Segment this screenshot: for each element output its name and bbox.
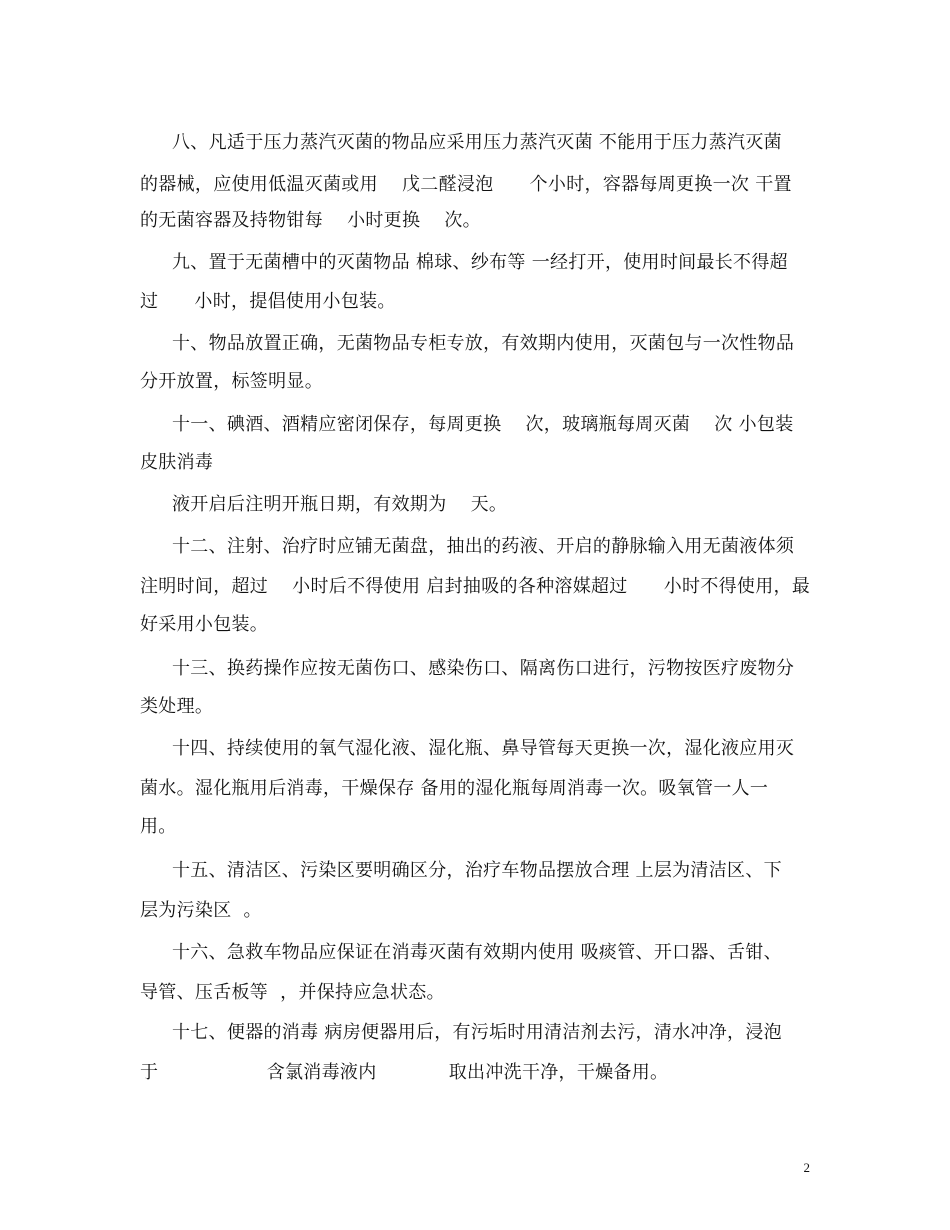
- text-line: 类处理。: [140, 696, 214, 717]
- text-line: 十三、换药操作应按无菌伤口、感染伤口、隔离伤口进行，污物按医疗废物分: [172, 658, 795, 679]
- text-line: 十一、碘酒、酒精应密闭保存，每周更换 次，玻璃瓶每周灭菌 次 小包装: [172, 414, 794, 435]
- text-line: 的无菌容器及持物钳每 小时更换 次。: [140, 210, 481, 231]
- text-line: 分开放置，标签明显。: [140, 371, 323, 392]
- text-line: 十四、持续使用的氧气湿化液、湿化瓶、鼻导管每天更换一次，湿化液应用灭: [172, 738, 795, 759]
- text-line: 注明时间，超过 小时后不得使用 启封抽吸的各种溶媒超过 小时不得使用，最: [140, 576, 811, 597]
- text-line: 过 小时，提倡使用小包装。: [140, 291, 396, 312]
- text-line: 十七、便器的消毒 病房便器用后，有污垢时用清洁剂去污，清水冲净，浸泡: [172, 1022, 782, 1043]
- text-line: 好采用小包装。: [140, 614, 269, 635]
- text-line: 导管、压舌板等 ，并保持应急状态。: [140, 982, 445, 1003]
- text-line: 九、置于无菌槽中的灭菌物品 棉球、纱布等 一经打开，使用时间最长不得超: [172, 252, 788, 273]
- text-line: 十、物品放置正确，无菌物品专柜专放，有效期内使用，灭菌包与一次性物品: [172, 333, 795, 354]
- text-line: 皮肤消毒: [140, 452, 214, 473]
- text-line: 液开启后注明开瓶日期，有效期为 天。: [172, 494, 508, 515]
- text-line: 的器械，应使用低温灭菌或用 戊二醛浸泡 个小时，容器每周更换一次 干置: [140, 174, 792, 195]
- page-number: 2: [803, 1160, 810, 1175]
- text-line: 十六、急救车物品应保证在消毒灭菌有效期内使用 吸痰管、开口器、舌钳、: [172, 942, 782, 963]
- text-line: 八、凡适于压力蒸汽灭菌的物品应采用压力蒸汽灭菌 不能用于压力蒸汽灭菌: [172, 132, 782, 153]
- text-line: 十二、注射、治疗时应铺无菌盘，抽出的药液、开启的静脉输入用无菌液体须: [172, 536, 795, 557]
- text-line: 于 含氯消毒液内 取出冲洗干净，干燥备用。: [140, 1062, 669, 1083]
- text-line: 十五、清洁区、污染区要明确区分，治疗车物品摆放合理 上层为清洁区、下: [172, 860, 782, 881]
- text-line: 用。: [140, 816, 177, 837]
- text-line: 层为污染区 。: [140, 900, 262, 921]
- text-line: 菌水。湿化瓶用后消毒，干燥保存 备用的湿化瓶每周消毒一次。吸氧管一人一: [140, 778, 769, 799]
